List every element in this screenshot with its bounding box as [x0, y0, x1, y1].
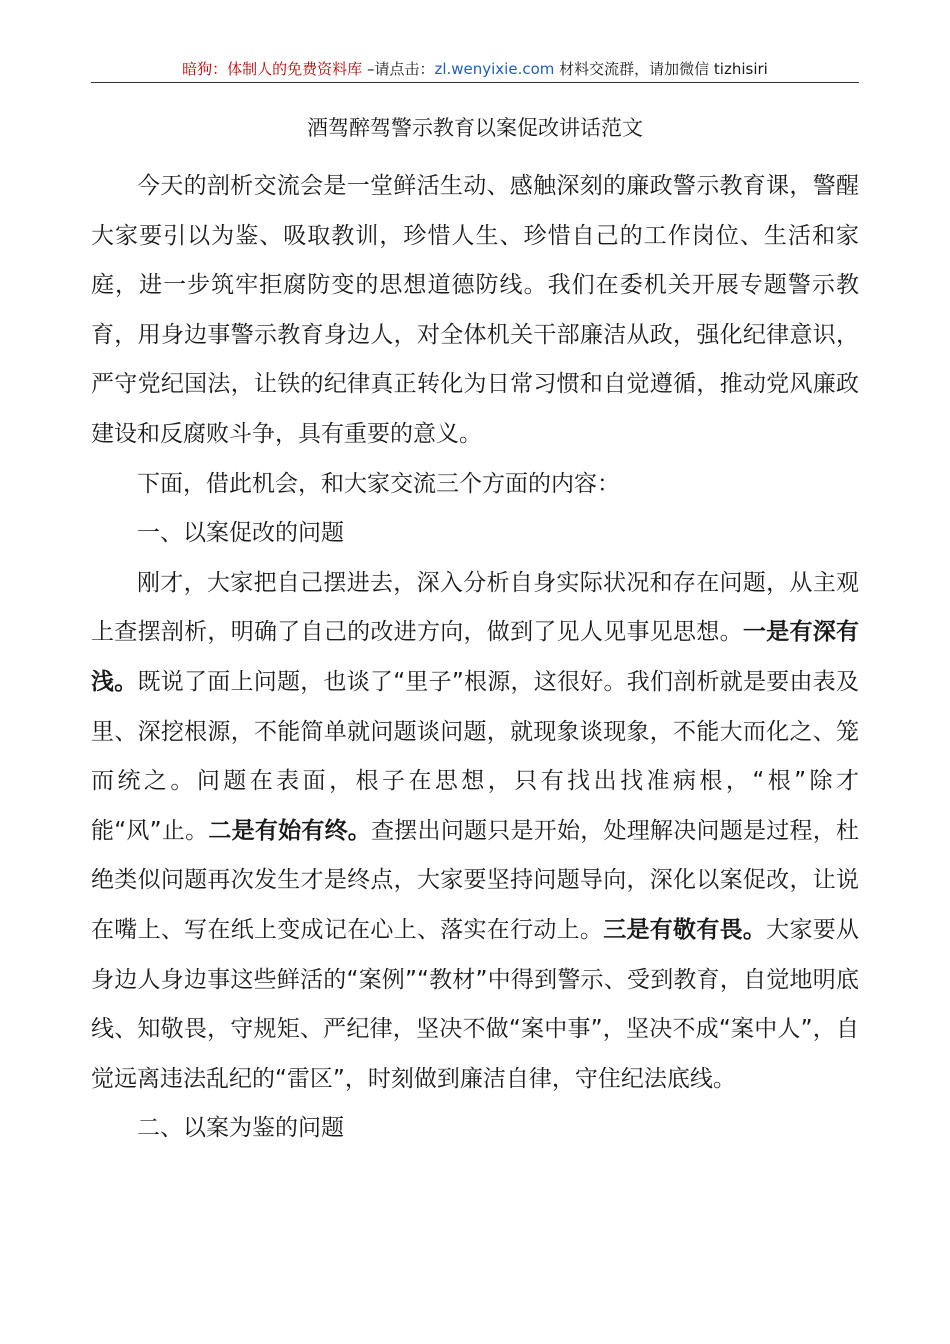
paragraph-text: 既说了面上问题，也谈了“里子”根源，这很好。我们剖析就是要由表及里、深挖根源，不能简单就问题谈问题，就现象谈现象，不能大而化之、笼而统之。问题在表面，根子在思想，只有找出找准病根，“根”除才能“风”止。 [91, 668, 859, 844]
section-heading-2: 二、以案为鉴的问题 [137, 1115, 344, 1142]
paragraph-transition: 下面，借此机会，和大家交流三个方面的内容： [137, 470, 620, 497]
header-divider [91, 82, 859, 83]
bold-point-2: 二是有始有终。 [208, 817, 372, 844]
bold-point-3: 三是有敬有畏。 [603, 916, 767, 943]
document-body [91, 162, 859, 1154]
header-prompt: –请点击： [362, 60, 435, 78]
paragraph-intro: 今天的剖析交流会是一堂鲜活生动、感触深刻的廉政警示教育课，警醒大家要引以为鉴、吸取教训，珍惜人生、珍惜自己的工作岗位、生活和家庭，进一步筑牢拒腐防变的思想道德防线。我们在委机关开展专题警示教育，用身边事警示教育身边人，对全体机关干部廉洁从政，强化纪律意识，严守党纪国法，让铁的纪律真正转化为日常习惯和自觉遵循，推动党风廉政建设和反腐败斗争，具有重要的意义。 [91, 173, 859, 447]
paragraph-text: 查摆出问题只是开始，处理解决问题是过程，杜绝类似问题再次发生才是终点，大家要坚持问题导向，深化以案促改，让说在嘴上、写在纸上变成记在心上、落实在行动上。 [91, 817, 860, 943]
header-url-link[interactable]: zl.wenyixie.com [434, 60, 555, 78]
paragraph-section-1 [91, 559, 859, 1105]
paragraph-text: 大家要从身边人身边事这些鲜活的“案例”“教材”中得到警示、受到教育，自觉地明底线、知敬畏，守规矩、严纪律，坚决不做“案中事”，坚决不成“案中人”，自觉远离违法乱纪的“雷区”，时刻做到廉洁自律，守住纪法底线。 [91, 916, 859, 1092]
paragraph-text: 刚才，大家把自己摆进去，深入分析自身实际状况和存在问题，从主观上查摆剖析，明确了自己的改进方向，做到了见人见事见思想。 [91, 569, 859, 646]
document-title: 酒驾醉驾警示教育以案促改讲话范文 [307, 116, 643, 140]
header-brand: 暗狗：体制人的免费资料库 [182, 60, 363, 78]
section-heading-1: 一、以案促改的问题 [137, 520, 344, 547]
bold-point-1: 一是有深有浅。 [91, 619, 859, 695]
page-header [91, 56, 859, 82]
header-wechat: 材料交流群，请加微信 tizhisiri [554, 60, 768, 78]
